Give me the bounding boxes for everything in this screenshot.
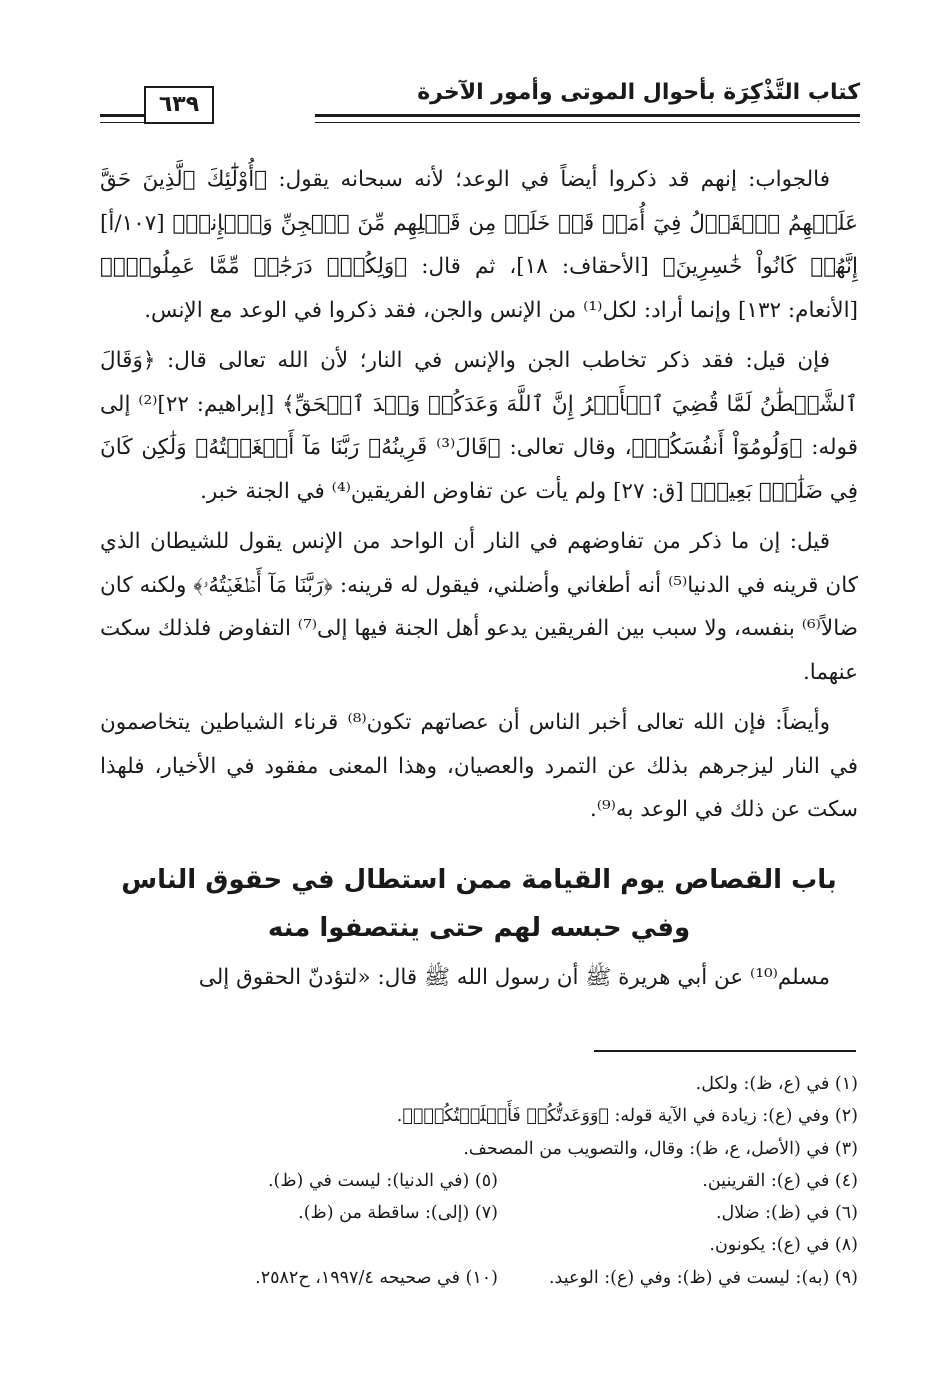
- paragraph: فإن قيل: فقد ذكر تخاطب الجن والإنس في النار؛ لأن الله تعالى قال: ﴿وَقَالَ ٱلشَّيۡطَٰنُ لَمَّا قُضِيَ ٱلۡأَمۡرُ إِنَّ ٱللَّهَ وَعَدَكُمۡ وَعۡدَ ٱلۡحَقِّ﴾ [إبراهيم: ٢٢]⁽²⁾ إلى قوله: ﴿وَلُومُوٓاْ أَنفُسَكُمۖ﴾، وقال تعالى: ﴿قَالَ⁽³⁾ قَرِينُهُۥ رَبَّنَا مَآ أَطۡغَيۡتُهُۥ وَلَٰكِن كَانَ فِي ضَلَٰلِۢ بَعِيدٖ﴾ [ق: ٢٧] ولم يأت عن تفاوض الفريقين⁽⁴⁾ في الجنة خبر.: [100, 348, 858, 504]
- paragraph: وأيضاً: فإن الله تعالى أخبر الناس أن عصاتهم تكون⁽⁸⁾ قرناء الشياطين يتخاصمون في النار ليزجرهم بذلك عن التمرد والعصيان، وهذا المعنى مفقود في الأخيار، فلهذا سكت عن ذلك في الوعد به⁽⁹⁾.: [100, 710, 858, 822]
- paragraph: فالجواب: إنهم قد ذكروا أيضاً في الوعد؛ لأنه سبحانه يقول: ﴿أُوْلَٰٓئِكَ ٱلَّذِينَ حَقَّ عَلَيۡهِمُ ٱلۡقَوۡلُ فِيٓ أُمَمٖ قَدۡ خَلَتۡ مِن قَبۡلِهِم مِّنَ ٱلۡجِنِّ وَٱلۡإِنسِۖ [١٠٧/أ] إِنَّهُمۡ كَانُواْ خَٰسِرِينَ﴾ [الأحقاف: ١٨]، ثم قال: ﴿وَلِكُلّٖ دَرَجَٰتٞ مِّمَّا عَمِلُواْۚ﴾ [الأنعام: ١٣٢] وإنما أراد: لكل⁽¹⁾ من الإنس والجن، فقد ذكروا في الوعد مع الإنس.: [100, 167, 858, 323]
- section-heading: [100, 856, 858, 952]
- paragraph: قيل: إن ما ذكر من تفاوضهم في النار أن الواحد من الإنس يقول للشيطان الذي كان قرينه في الدنيا⁽⁵⁾ أنه أطغاني وأضلني، فيقول له قرينه: ﴿رَبَّنَا مَآ أَطۡغَيۡتُهُۥ﴾ ولكنه كان ضالاً⁽⁶⁾ بنفسه، ولا سبب بين الفريقين يدعو أهل الجنة فيها إلى⁽⁷⁾ التفاوض فلذلك سكت عنهما.: [100, 529, 859, 685]
- footnote: (٣) في (الأصل، ع، ظ): وقال، والتصويب من المصحف.: [463, 1138, 858, 1159]
- book-title: كتاب التَّذْكِرَة بأحوال الموتى وأمور الآخرة: [417, 80, 860, 105]
- page-number: ٦٣٩: [144, 86, 214, 124]
- footnote: (٢) وفي (ع): زيادة في الآية قوله: ﴿وَوَعَدتُّكُمۡ فَأَخۡلَفۡتُكُمۡۖ﴾.: [396, 1106, 858, 1127]
- footnote-separator: [594, 1050, 856, 1052]
- footnote: (٥) (في الدنيا): ليست في (ظ).: [267, 1170, 498, 1191]
- footnote: (٧) (إلى): ساقطة من (ظ).: [298, 1203, 498, 1224]
- header-rule: [315, 114, 860, 117]
- header-rule-left: [100, 114, 144, 117]
- main-text: [100, 158, 858, 1006]
- section-opening: مسلم⁽¹⁰⁾ عن أبي هريرة ﷺ أن رسول الله ﷺ قال: «لتؤدنّ الحقوق إلى: [198, 964, 830, 990]
- section-heading-line: وفي حبسه لهم حتى ينتصفوا منه: [267, 912, 691, 943]
- header-rule-thin: [315, 122, 860, 123]
- header-rule-left-thin: [100, 122, 144, 123]
- footnotes: [100, 1068, 858, 1294]
- running-header: [100, 70, 860, 130]
- footnote: (٨) في (ع): يكونون.: [709, 1235, 858, 1256]
- footnote: (٤) في (ع): القرينين.: [702, 1170, 858, 1191]
- footnote: (١٠) في صحيحه ١٩٩٧/٤، ح٢٥٨٢.: [255, 1267, 498, 1288]
- footnote: (٦) في (ظ): ضلال.: [715, 1203, 858, 1224]
- footnote: (١) في (ع، ظ): ولكل.: [695, 1074, 858, 1094]
- section-heading-line: باب القصاص يوم القيامة ممن استطال في حقوق الناس: [121, 864, 837, 895]
- footnote: (٩) (به): ليست في (ظ): وفي (ع): الوعيد.: [548, 1267, 858, 1288]
